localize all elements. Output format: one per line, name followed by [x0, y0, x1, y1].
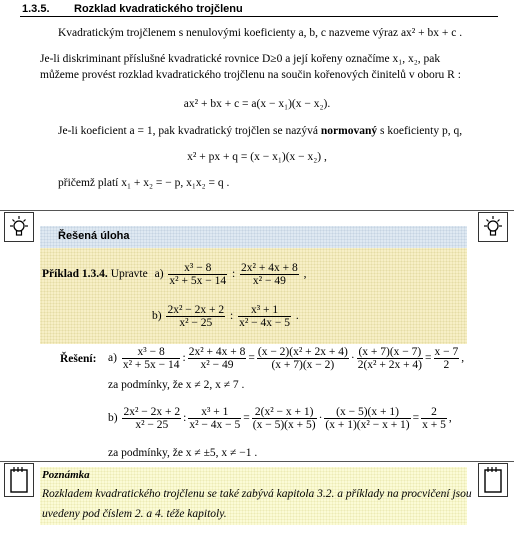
- solved-task-title: Řešená úloha: [58, 230, 130, 242]
- section-heading: [22, 3, 243, 15]
- normalized-term: normovaný: [320, 125, 378, 137]
- note-text-line-1: Rozkladem kvadratického trojčlenu se také zabývá kapitola 3.2. a příklady na procvičení jsou: [42, 488, 472, 500]
- section-title: Rozklad kvadratického trojčlenu: [74, 3, 243, 15]
- example-box: [40, 248, 467, 344]
- example-line-b: b) $\frac{\text{2x² − 2x + 2}}{\text{x² − 25}}$ : $\frac{\text{x³ + 1}}{\text{x² − 4x − 5}}$ .: [152, 304, 299, 329]
- lightbulb-icon: [4, 212, 34, 242]
- solved-task-header: [40, 226, 467, 248]
- example-label: Příklad 1.3.4.: [42, 268, 108, 281]
- note-title: Poznámka: [42, 469, 90, 481]
- intro-paragraph-1: Kvadratickým trojčlenem s nenulovými koeficienty a, b, c nazveme výraz ax² + bx + c .: [58, 27, 463, 39]
- normalized-text-a: Je-li koeficient a = 1, pak kvadratický trojčlen se nazývá: [58, 125, 321, 137]
- solution-b-condition: za podmínky, že x ≠ ±5, x ≠ −1 .: [108, 447, 258, 459]
- solution-b-label: b): [108, 412, 118, 425]
- note-box: [40, 467, 472, 525]
- solution-a-label: a): [108, 352, 117, 365]
- lightbulb-icon: [478, 212, 508, 242]
- example-a-fraction-1: $\frac{\text{x³ − 8}}{\text{x² + 5x − 14}}$: [169, 262, 227, 287]
- solution-a: a) $\frac{\text{x³ − 8}}{\text{x² + 5x − 14}}$ : $\frac{\text{2x² + 4x + 8}}{\text{x² − 49}}$ = $\frac{\text{(x − 2)(x² + 2x + 4)}}{(x + 7)(x - 2)}$ · $\frac{(x + 7)(x - 7)}{\text{2(x² + 2x + 4)}}$ = $\frac{x - 7}{2}$ ,: [108, 346, 465, 371]
- example-b-fraction-2: $\frac{\text{x³ + 1}}{\text{x² − 4x − 5}}$: [239, 304, 291, 329]
- note-text-line-2: uvedeny pod číslem 2. a 4. téže kapitoly.: [42, 508, 227, 520]
- solution-a-condition: za podmínky, že x ≠ 2, x ≠ 7 .: [108, 379, 245, 391]
- section-number: 1.3.5.: [22, 3, 50, 15]
- vieta-relations: přičemž platí x₁ + x₂ = − p, x₁x₂ = q .: [58, 177, 230, 189]
- part-b-label: b): [152, 310, 162, 323]
- intro-paragraph-3: [58, 124, 498, 138]
- intro-paragraph-2a: Je-li diskriminant příslušné kvadratické rovnice D≥0 a její kořeny označíme x₁, x₂, pak: [40, 53, 441, 65]
- example-a-fraction-2: $\frac{\text{2x² + 4x + 8}}{\text{x² − 49}}$: [241, 262, 298, 287]
- note-divider: [0, 461, 514, 462]
- solution-label: Řešení:: [60, 353, 97, 365]
- example-instruction: Upravte: [110, 268, 148, 281]
- example-b-fraction-1: $\frac{\text{2x² − 2x + 2}}{\text{x² − 25}}$: [167, 304, 225, 329]
- notepad-icon: [478, 463, 508, 497]
- example-line-a: Příklad 1.3.4. Upravte a) $\frac{\text{x³ − 8}}{\text{x² + 5x − 14}}$ : $\frac{\text{2x² + 4x + 8}}{\text{x² − 49}}$ ,: [42, 262, 307, 287]
- part-a-label: a): [154, 268, 164, 281]
- notepad-icon: [4, 463, 34, 497]
- normalized-text-c: s koeficienty p, q,: [377, 125, 463, 137]
- solution-b: b) $\frac{\text{2x² − 2x + 2}}{\text{x² − 25}}$ : $\frac{\text{x³ + 1}}{\text{x² − 4x − 5}}$ = $\frac{\text{2(x² − x + 1)}}{(x - 5)(x + 5)}$ · $\frac{(x - 5)(x + 1)}{\text{(x + 1)(x² − x + 1)}}$ = $\frac{2}{x + 5}$ ,: [108, 406, 452, 431]
- factorization-equation: ax² + bx + c = a(x − x₁)(x − x₂).: [183, 98, 331, 110]
- heading-rule: [20, 16, 498, 17]
- section-divider: [0, 210, 514, 211]
- intro-paragraph-2b: můžeme provést rozklad kvadratického trojčlenu na součin kořenových činitelů v oboru R :: [40, 69, 461, 81]
- normalized-equation: x² + px + q = (x − x₁)(x − x₂) ,: [187, 151, 327, 163]
